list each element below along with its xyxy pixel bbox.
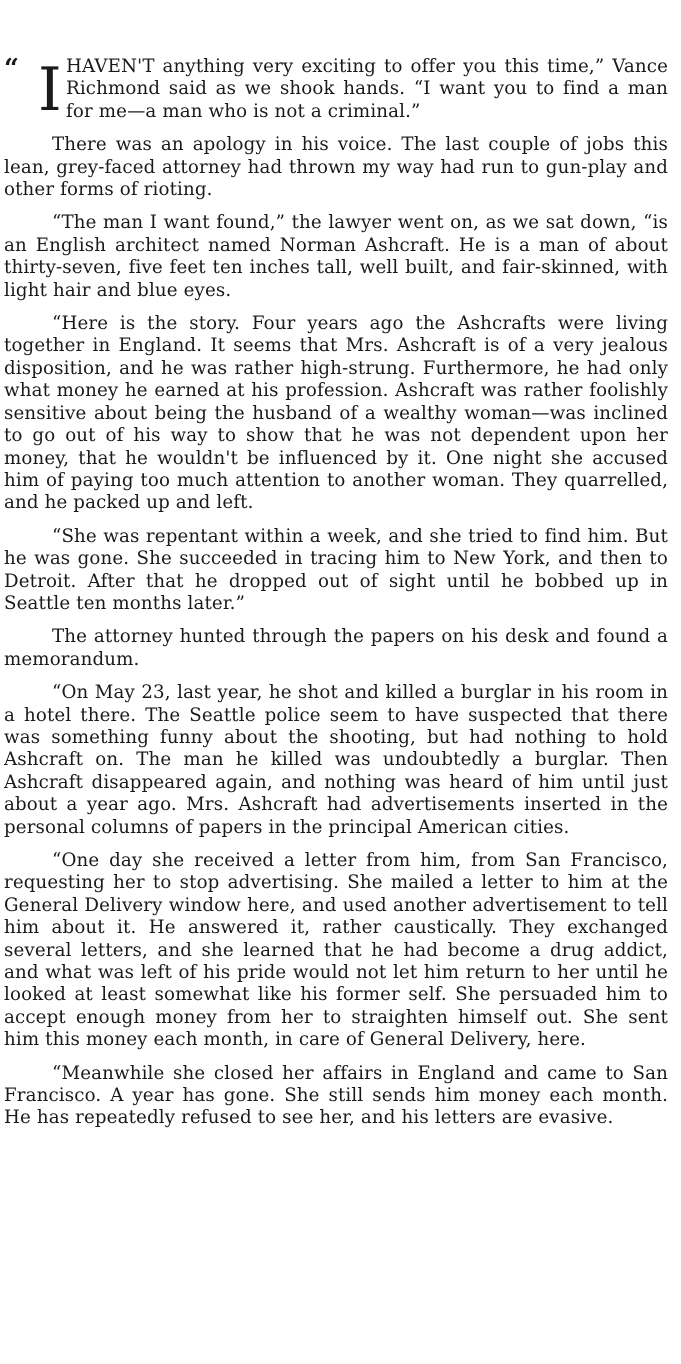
paragraph-6: The attorney hunted through the papers on his desk and found a memorandum. [4, 626, 668, 670]
opening-quote-mark: “ [4, 54, 20, 84]
dropcap-block [4, 54, 62, 125]
paragraph-9: “Meanwhile she closed her affairs in England and came to San Francisco. A year has gone. She still sends him money each month. He has repeatedly refused to see her, and his letters are evasive. [4, 1062, 668, 1129]
article-page [4, 56, 668, 1141]
dropcap-letter: I [38, 55, 62, 125]
paragraph-1 [4, 56, 668, 123]
paragraph-4: “Here is the story. Four years ago the Ashcrafts were living together in England. It seems that Mrs. Ashcraft is of a very jealous disposition, and he was rather high-strung. Furthermore, he had only what money he earned at his profession. Ashcraft was rather foolishly sensitive about being the husband of a wealthy woman—was inclined to go out of his way to show that he was not dependent upon her money, that he wouldn't be influenced by it. One night she accused him of paying too much attention to another woman. They quarrelled, and he packed up and left. [4, 313, 668, 514]
paragraph-3: “The man I want found,” the lawyer went on, as we sat down, “is an English architect named Norman Ashcraft. He is a man of about thirty-seven, five feet ten inches tall, well built, and fair-skinned, with light hair and blue eyes. [4, 212, 668, 301]
paragraph-text: HAVEN'T anything very exciting to offer you this time,” Vance Richmond said as we shook hands. “I want you to find a man for me—a man who is not a criminal.” [66, 56, 668, 122]
paragraph-5: “She was repentant within a week, and she tried to find him. But he was gone. She succeeded in tracing him to New York, and then to Detroit. After that he dropped out of sight until he bobbed up in Seattle ten months later.” [4, 525, 668, 614]
paragraph-8: “One day she received a letter from him, from San Francisco, requesting her to stop advertising. She mailed a letter to him at the General Delivery window here, and used another advertisement to tell him about it. He answered it, rather caustically. They exchanged several letters, and she learned that he had become a drug addict, and what was left of his pride would not let him return to her until he looked at least somewhat like his former self. She persuaded him to accept enough money from her to straighten himself out. She sent him this money each month, in care of General Delivery, here. [4, 850, 668, 1051]
paragraph-7: “On May 23, last year, he shot and killed a burglar in his room in a hotel there. The Seattle police seem to have suspected that there was something funny about the shooting, but had nothing to hold Ashcraft on. The man he killed was undoubtedly a burglar. Then Ashcraft disappeared again, and nothing was heard of him until just about a year ago. Mrs. Ashcraft had advertisements inserted in the personal columns of papers in the principal American cities. [4, 682, 668, 838]
paragraph-2: There was an apology in his voice. The last couple of jobs this lean, grey-faced attorney had thrown my way had run to gun-play and other forms of rioting. [4, 134, 668, 201]
